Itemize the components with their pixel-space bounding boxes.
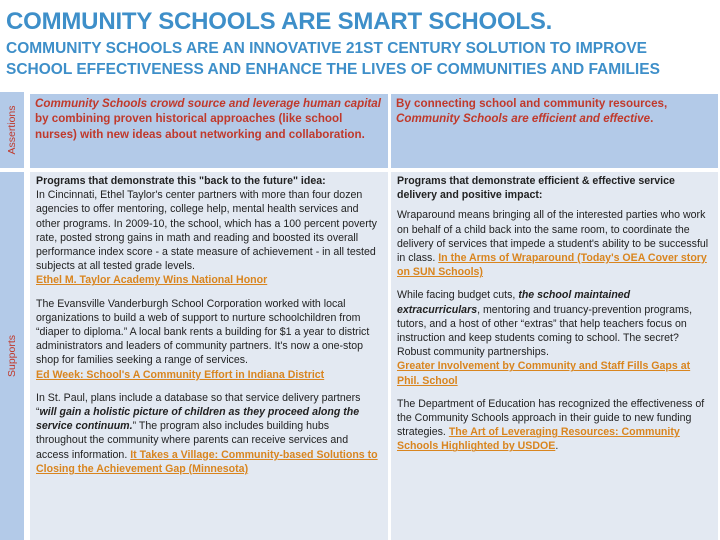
budget-cuts-paragraph: While facing budget cuts, the school maintained extracurriculars, mentoring and truancy-prevention programs, tutors, and a host of other “extras” that help teachers focus on instruction and keep students coming to school. The secret? Robust community partnerships. Greater Involvement by Community and Staff Fills Gaps at Phil. School <box>397 289 693 387</box>
assertion-right <box>391 94 718 168</box>
ethel-taylor-link[interactable]: Ethel M. Taylor Academy Wins National Honor <box>36 274 268 287</box>
supports-label-strip <box>0 172 24 540</box>
supports-right-heading: Programs that demonstrate efficient & effective service delivery and positive impact: <box>397 175 675 202</box>
page-title: COMMUNITY SCHOOLS ARE SMART SCHOOLS. <box>6 8 553 35</box>
subtitle-line-2: SCHOOL EFFECTIVENESS AND ENHANCE THE LIVES OF COMMUNITIES AND FAMILIES <box>6 60 660 78</box>
assertion-right-emphasis: Community Schools are efficient and effective <box>396 112 651 126</box>
st-paul-paragraph: In St. Paul, plans include a database so that service delivery partners “will gain a holistic picture of children as they proceed along the service continuum.” The program also includes building hubs throughout the community where parents can receive services and access information. It Takes a Village: Community-based Solutions to Closing the Achievement Gap (Minnesota) <box>36 391 378 475</box>
ed-week-link[interactable]: Ed Week: School's A Community Effort in Indiana District <box>36 368 325 381</box>
assertion-left-text: by combining proven historical approaches (like school nurses) with new ideas about networking and collaboration. <box>35 112 365 141</box>
it-takes-a-village-link[interactable]: It Takes a Village: Community-based Solutions to Closing the Achievement Gap (Minnesota) <box>36 448 378 475</box>
supports-left-heading: Programs that demonstrate this "back to the future" idea: <box>36 175 326 187</box>
assertion-right-text: By connecting school and community resources, <box>396 97 668 110</box>
supports-left <box>30 172 388 540</box>
supports-right <box>391 172 718 540</box>
assertion-left <box>30 94 388 168</box>
assertion-right-period: . <box>650 112 654 126</box>
page-subtitle <box>6 39 720 80</box>
supports-label: Supports <box>6 334 18 378</box>
evansville-paragraph: The Evansville Vanderburgh School Corporation worked with local organizations to build a web of support to nurture schoolchildren from “diaper to diploma.” A local bank rents a building for $1 a year to district administrators and leaders of community partners. It's now a one-stop shop for families seeking a range of services. Ed Week: School's A Community Effort in Indiana District <box>36 297 370 381</box>
wraparound-link[interactable]: In the Arms of Wraparound (Today's OEA Cover story on SUN Schools) <box>397 252 707 279</box>
phil-school-link[interactable]: Greater Involvement by Community and Staff Fills Gaps at Phil. School <box>397 360 691 387</box>
assertion-left-emphasis: Community Schools crowd source and leverage human capital <box>35 97 381 110</box>
usdoe-paragraph: The Department of Education has recognized the effectiveness of the Community Schools approach in their guide to new funding strategies. The Art of Leveraging Resources: Community Schools Highlighted by USDOE. <box>397 397 705 453</box>
wraparound-paragraph: Wraparound means bringing all of the interested parties who work on behalf of a child back into the same room, to coordinate the delivery of services that impede a student's ability to be successful in class. In the Arms of Wraparound (Today's OEA Cover story on SUN Schools) <box>397 209 709 279</box>
cincinnati-paragraph: In Cincinnati, Ethel Taylor's center partners with more than four dozen agencies to offer mentoring, college help, mental health services and other programs. In 2009-10, the school, which has a 100 percent poverty rate, posted strong gains in math and reading and boosted its overall performance index score - a state measure of achievement - in all tested subjects at all tested grade levels. Ethel M. Taylor Academy Wins National Honor <box>36 189 377 287</box>
assertions-label-strip <box>0 92 24 168</box>
assertions-label: Assertions <box>6 105 18 155</box>
subtitle-line-1: COMMUNITY SCHOOLS ARE AN INNOVATIVE 21ST CENTURY SOLUTION TO IMPROVE <box>6 40 648 57</box>
art-of-leveraging-link[interactable]: The Art of Leveraging Resources: Community Schools Highlighted by USDOE <box>397 426 680 453</box>
